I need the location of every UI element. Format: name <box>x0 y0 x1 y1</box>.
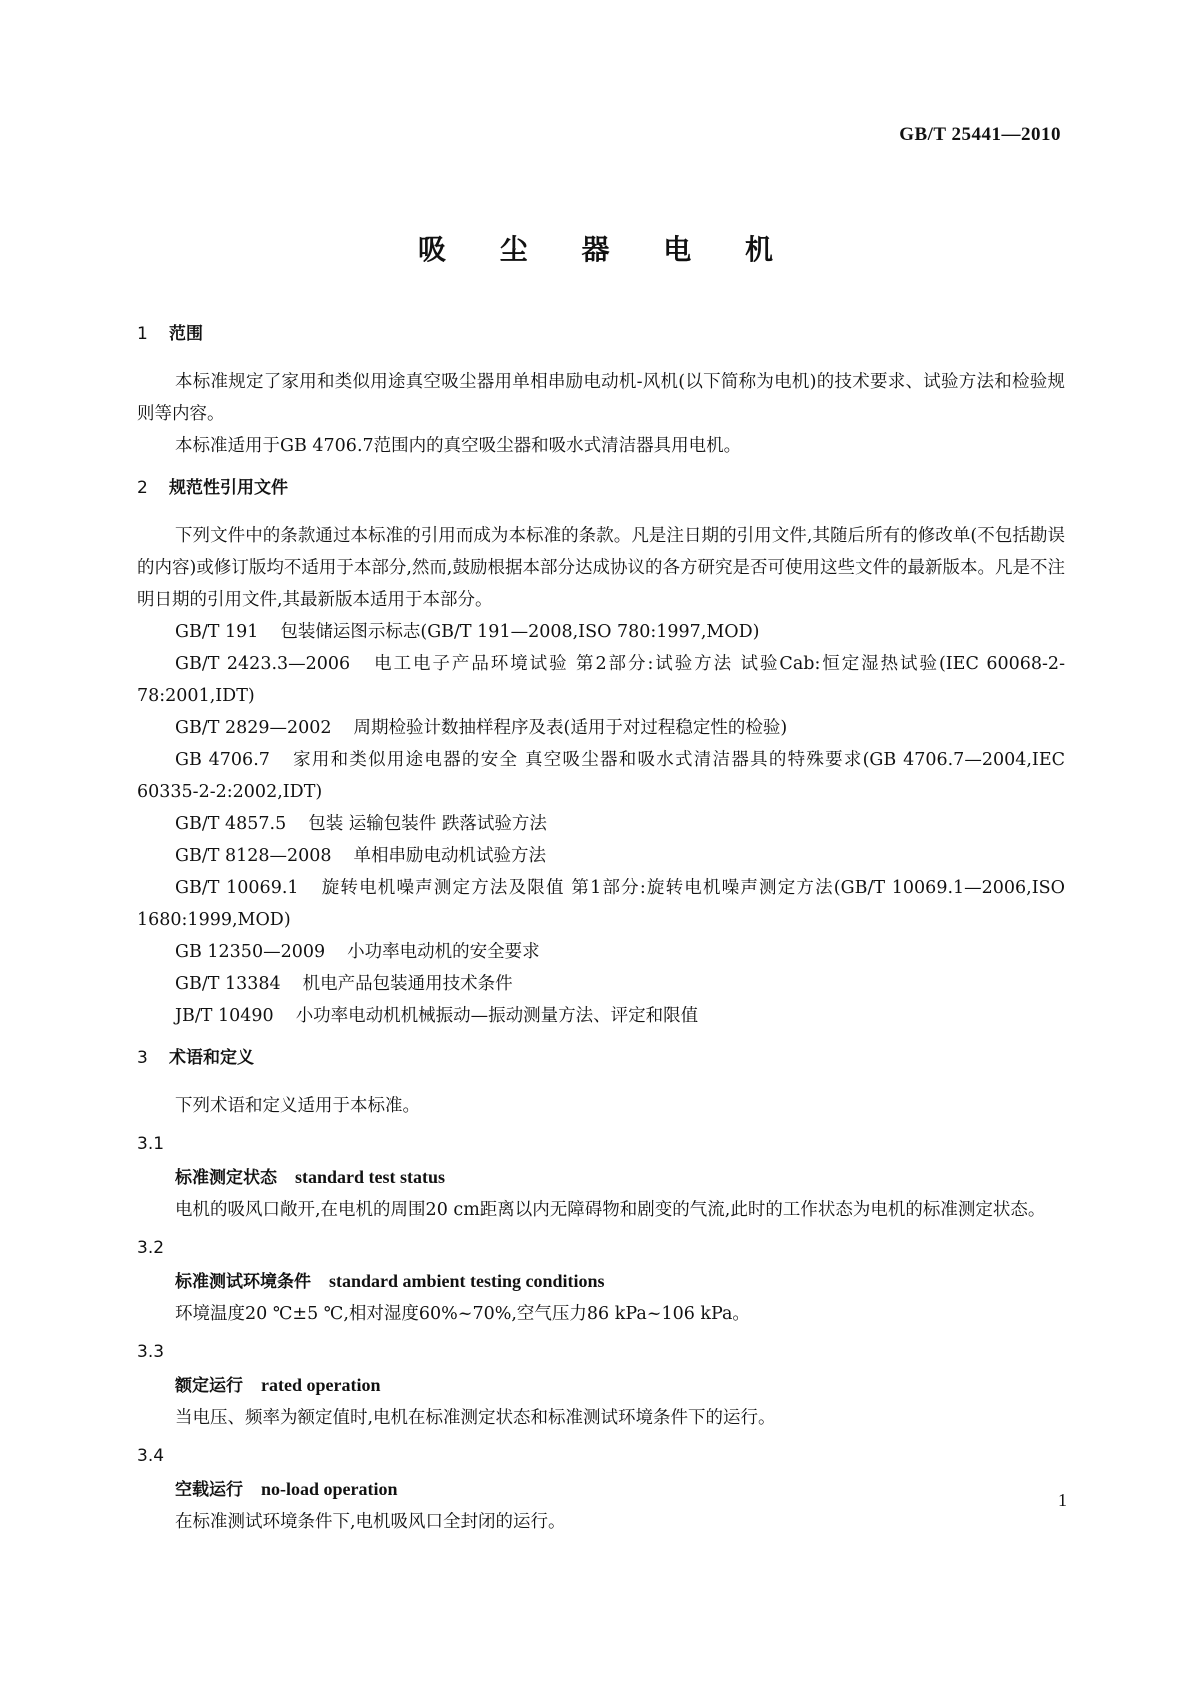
reference-code: GB/T 4857.5 <box>175 814 287 834</box>
paragraph: 下列术语和定义适用于本标准。 <box>175 1096 420 1116</box>
reference-title: 机电产品包装通用技术条件 <box>302 974 513 994</box>
section-terms-definitions <box>137 1042 1065 1538</box>
reference-code: GB/T 8128—2008 <box>175 846 332 866</box>
reference-code: JB/T 10490 <box>175 1006 274 1026</box>
term-entry <box>137 1232 1065 1330</box>
term-english: rated operation <box>261 1375 381 1395</box>
section-heading <box>137 1042 1065 1074</box>
term-number: 3.4 <box>137 1446 165 1466</box>
reference-title: 电工电子产品环境试验 第2部分:试验方法 试验Cab:恒定湿热试验(IEC 60068-2-78:2001,IDT) <box>137 654 1065 706</box>
section-number: 1 <box>137 324 148 344</box>
reference-title: 家用和类似用途电器的安全 真空吸尘器和吸水式清洁器具的特殊要求(GB 4706.7—2004,IEC 60335-2-2:2002,IDT) <box>137 750 1065 802</box>
term-number: 3.3 <box>137 1342 165 1362</box>
term-number: 3.1 <box>137 1134 165 1154</box>
term-heading <box>137 1160 1065 1194</box>
section-number: 2 <box>137 478 148 498</box>
reference-item <box>137 840 1065 872</box>
page-number: 1 <box>1058 1490 1067 1510</box>
section-heading <box>137 472 1065 504</box>
document-title: 吸 尘 器 电 机 <box>418 233 795 266</box>
term-definition: 环境温度20 ℃±5 ℃,相对湿度60%~70%,空气压力86 kPa~106 kPa。 <box>175 1304 750 1324</box>
section-number: 3 <box>137 1048 148 1068</box>
standard-code: GB/T 25441—2010 <box>899 124 1061 145</box>
reference-title: 周期检验计数抽样程序及表(适用于对过程稳定性的检验) <box>353 718 788 738</box>
reference-title: 包装储运图示标志(GB/T 191—2008,ISO 780:1997,MOD) <box>280 622 760 642</box>
reference-title: 小功率电动机的安全要求 <box>347 942 540 962</box>
term-entry <box>137 1128 1065 1226</box>
term-number: 3.2 <box>137 1238 165 1258</box>
term-chinese: 额定运行 <box>175 1376 243 1396</box>
term-english: standard ambient testing conditions <box>329 1271 605 1291</box>
reference-item <box>137 936 1065 968</box>
reference-title: 包装 运输包装件 跌落试验方法 <box>308 814 547 834</box>
term-chinese: 空载运行 <box>175 1480 243 1500</box>
reference-item <box>137 712 1065 744</box>
reference-item <box>137 808 1065 840</box>
reference-title: 小功率电动机机械振动—振动测量方法、评定和限值 <box>295 1006 699 1026</box>
reference-title: 单相串励电动机试验方法 <box>353 846 547 866</box>
reference-code: GB/T 2829—2002 <box>175 718 332 738</box>
paragraph: 本标准适用于GB 4706.7范围内的真空吸尘器和吸水式清洁器具用电机。 <box>175 436 742 456</box>
term-english: standard test status <box>295 1167 446 1187</box>
term-chinese: 标准测试环境条件 <box>175 1272 311 1292</box>
term-heading <box>137 1472 1065 1506</box>
section-heading <box>137 318 1065 350</box>
term-definition: 在标准测试环境条件下,电机吸风口全封闭的运行。 <box>175 1512 566 1532</box>
reference-item <box>137 1000 1065 1032</box>
section-title: 范围 <box>169 324 203 344</box>
term-definition: 当电压、频率为额定值时,电机在标准测定状态和标准测试环境条件下的运行。 <box>175 1408 776 1428</box>
paragraph: 下列文件中的条款通过本标准的引用而成为本标准的条款。凡是注日期的引用文件,其随后所有的修改单(不包括勘误的内容)或修订版均不适用于本部分,然而,鼓励根据本部分达成协议的各方研究是否可使用这些文件的最新版本。凡是不注明日期的引用文件,其最新版本适用于本部分。 <box>137 526 1065 610</box>
reference-code: GB/T 10069.1 <box>175 878 299 898</box>
reference-item <box>137 872 1065 936</box>
reference-code: GB 4706.7 <box>175 750 270 770</box>
term-entry <box>137 1336 1065 1434</box>
term-chinese: 标准测定状态 <box>175 1168 277 1188</box>
reference-code: GB/T 191 <box>175 622 259 642</box>
reference-code: GB/T 13384 <box>175 974 281 994</box>
reference-item <box>137 616 1065 648</box>
section-scope <box>137 318 1065 462</box>
paragraph: 本标准规定了家用和类似用途真空吸尘器用单相串励电动机-风机(以下简称为电机)的技术要求、试验方法和检验规则等内容。 <box>137 372 1065 424</box>
reference-title: 旋转电机噪声测定方法及限值 第1部分:旋转电机噪声测定方法(GB/T 10069.1—2006,ISO 1680:1999,MOD) <box>137 878 1065 930</box>
reference-item <box>137 968 1065 1000</box>
term-heading <box>137 1264 1065 1298</box>
document-body <box>137 318 1065 1546</box>
reference-item <box>137 744 1065 808</box>
term-definition: 电机的吸风口敞开,在电机的周围20 cm距离以内无障碍物和剧变的气流,此时的工作状态为电机的标准测定状态。 <box>175 1200 1046 1220</box>
section-title: 术语和定义 <box>169 1048 254 1068</box>
term-heading <box>137 1368 1065 1402</box>
term-english: no-load operation <box>261 1479 398 1499</box>
section-normative-references <box>137 472 1065 1032</box>
reference-code: GB/T 2423.3—2006 <box>175 654 351 674</box>
term-entry <box>137 1440 1065 1538</box>
reference-code: GB 12350—2009 <box>175 942 326 962</box>
reference-item <box>137 648 1065 712</box>
section-title: 规范性引用文件 <box>169 478 288 498</box>
